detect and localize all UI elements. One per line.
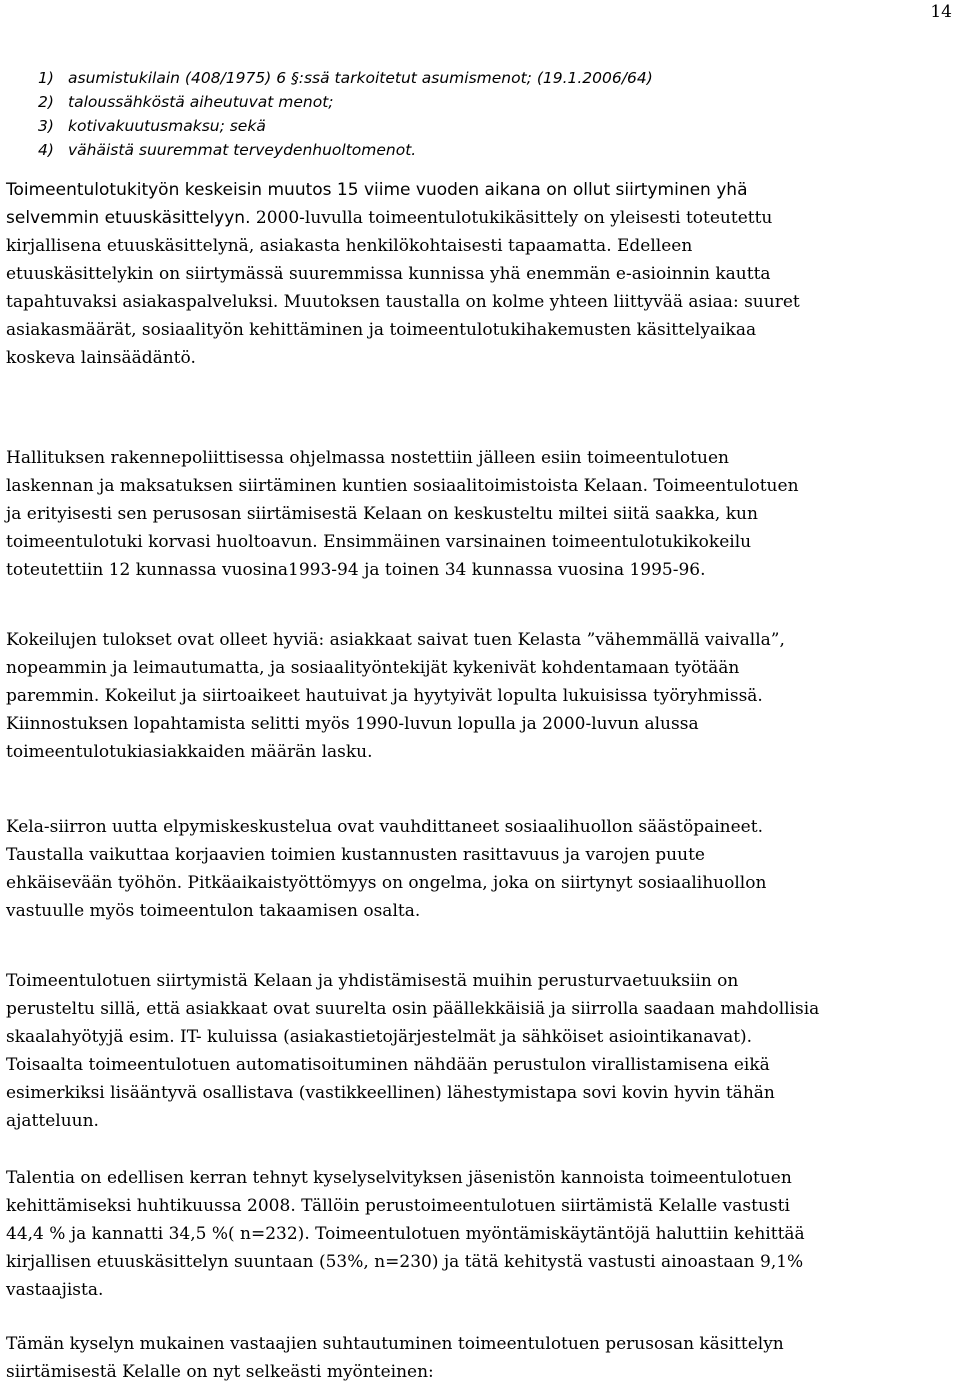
paragraph-line: selvemmin etuuskäsittelyyn. [6,208,251,228]
paragraph-line: asiakasmäärät, sosiaalityön kehittäminen ja toimeentulotukihakemusten käsittelyaikaa [6,320,757,340]
paragraph-line: tapahtuvaksi asiakaspalveluksi. Muutoksen taustalla on kolme yhteen liittyvää asiaa: suuret [6,292,800,312]
paragraph-line: toteutettiin 12 kunnassa vuosina1993-94 ja toinen 34 kunnassa vuosina 1995-96. [6,560,706,580]
paragraph-line: kehittämiseksi huhtikuussa 2008. Tällöin perustoimeentulotuen siirtämistä Kelalle vastusti [6,1196,790,1216]
paragraph-kela-siirto [6,813,951,925]
paragraph-line: perusteltu sillä, että asiakkaat ovat suurelta osin päällekkäisiä ja siirrolla saadaan mahdollisia [6,999,820,1019]
paragraph-line: Kiinnostuksen lopahtamista selitti myös 1990-luvun lopulla ja 2000-luvun alussa [6,714,699,734]
paragraph-line: vastuulle myös toimeentulon takaamisen osalta. [6,901,421,921]
list-item [38,66,653,90]
paragraph-line: esimerkiksi lisääntyvä osallistava (vastikkeellinen) lähestymistapa sovi kovin hyvin tähän [6,1083,775,1103]
paragraph-line: ehkäisevään työhön. Pitkäaikaistyöttömyys on ongelma, joka on siirtynyt sosiaalihuollon [6,873,767,893]
paragraph-line: kirjallisen etuuskäsittelyn suuntaan (53%, n=230) ja tätä kehitystä vastusti ainoastaan 9,1% [6,1252,804,1272]
paragraph-line: laskennan ja maksatuksen siirtäminen kuntien sosiaalitoimistoista Kelaan. Toimeentulotuen [6,476,799,496]
list-item-text: vähäistä suuremmat terveydenhuoltomenot. [68,141,417,159]
paragraph-line: Toisaalta toimeentulotuen automatisoituminen nähdään perustulon virallistamisena eikä [6,1055,770,1075]
list-item-text: kotivakuutusmaksu; sekä [68,117,266,135]
paragraph-line: toimeentulotukiasiakkaiden määrän lasku. [6,742,373,762]
paragraph-line: Kokeilujen tulokset ovat olleet hyviä: asiakkaat saivat tuen Kelasta ”vähemmällä vaivalla”, [6,630,785,650]
paragraph-line: skaalahyötyjä esim. IT- kuluissa (asiakastietojärjestelmät ja sähköiset asiointikanavat). [6,1027,753,1047]
paragraph-rakennepoliittinen [6,444,951,584]
paragraph-kyselyn-tulos [6,1330,951,1386]
list-item-number: 3) [38,117,54,135]
list-item-text: asumistukilain (408/1975) 6 §:ssä tarkoitetut asumismenot; (19.1.2006/64) [68,69,653,87]
paragraph-line: Taustalla vaikuttaa korjaavien toimien kustannusten rasittavuus ja varojen puute [6,845,705,865]
paragraph-line: 44,4 % ja kannatti 34,5 %( n=232). Toimeentulotuen myöntämiskäytäntöjä haluttiin kehittää [6,1224,805,1244]
paragraph-line: etuuskäsittelykin on siirtymässä suuremmissa kunnissa yhä enemmän e-asioinnin kautta [6,264,771,284]
list-item [38,138,653,162]
paragraph-line: Toimeentulotukityön keskeisin muutos 15 viime vuoden aikana on ollut siirtyminen yhä [6,180,748,200]
list-item-number: 1) [38,69,54,87]
paragraph-line: koskeva lainsäädäntö. [6,348,196,368]
expense-list [38,66,653,162]
paragraph-kokeilujen-tulokset [6,626,951,766]
paragraph-line: Tämän kyselyn mukainen vastaajien suhtautuminen toimeentulotuen perusosan käsittelyn [6,1334,784,1354]
paragraph-line: Talentia on edellisen kerran tehnyt kyselyselvityksen jäsenistön kannoista toimeentulotuen [6,1168,792,1188]
paragraph-line: nopeammin ja leimautumatta, ja sosiaalityöntekijät kykenivät kohdentamaan työtään [6,658,740,678]
paragraph-line: ja erityisesti sen perusosan siirtämisestä Kelaan on keskusteltu miltei siitä saakka, kun [6,504,758,524]
paragraph-line: ajatteluun. [6,1111,99,1131]
list-item-number: 2) [38,93,54,111]
paragraph-line: kirjallisena etuuskäsittelynä, asiakasta henkilökohtaisesti tapaamatta. Edelleen [6,236,693,256]
list-item-text: taloussähköstä aiheutuvat menot; [68,93,334,111]
paragraph-line: vastaajista. [6,1280,104,1300]
paragraph-siirtyminen-kelaan [6,967,951,1135]
paragraph-line: paremmin. Kokeilut ja siirtoaikeet hautuivat ja hyytyivät lopulta lukuisissa työryhmissä. [6,686,763,706]
paragraph-line: Kela-siirron uutta elpymiskeskustelua ovat vauhdittaneet sosiaalihuollon säästöpaineet. [6,817,763,837]
paragraph-line: Toimeentulotuen siirtymistä Kelaan ja yhdistämisestä muihin perusturvaetuuksiin on [6,971,739,991]
paragraph-talentia-kysely [6,1164,951,1304]
paragraph-line: Hallituksen rakennepoliittisessa ohjelmassa nostettiin jälleen esiin toimeentulotuen [6,448,729,468]
list-item [38,114,653,138]
list-item-number: 4) [38,141,54,159]
paragraph-line: 2000-luvulla toimeentulotukikäsittely on yleisesti toteutettu [255,208,773,228]
list-item [38,90,653,114]
paragraph-line: toimeentulotuki korvasi huoltoavun. Ensimmäinen varsinainen toimeentulotukikokeilu [6,532,752,552]
page-number: 14 [930,2,952,22]
paragraph-line: siirtämisestä Kelalle on nyt selkeästi myönteinen: [6,1362,434,1382]
